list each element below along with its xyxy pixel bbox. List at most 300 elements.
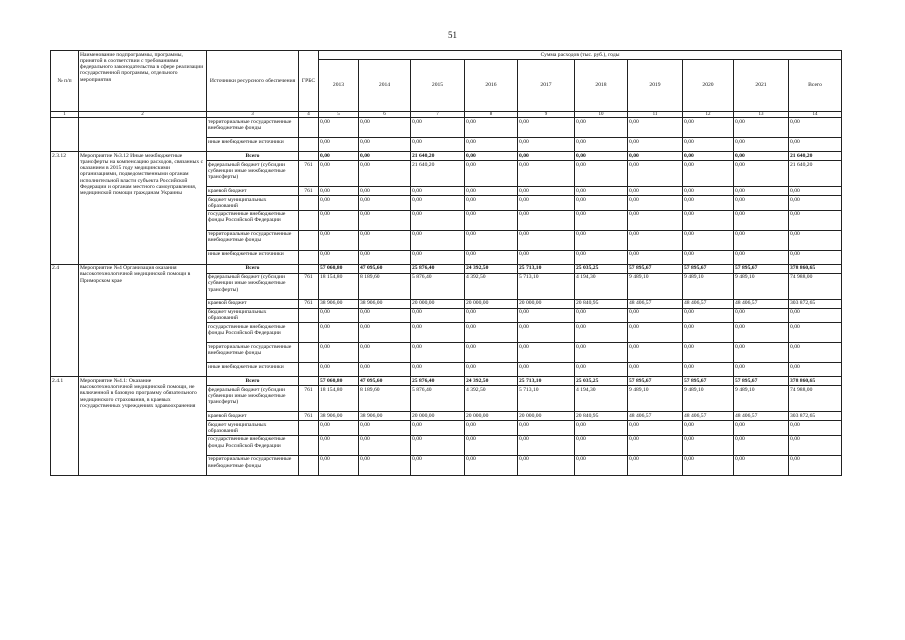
amount-cell: 0,00 bbox=[734, 363, 789, 377]
grbs-code bbox=[299, 323, 319, 343]
amount-cell: 0,00 bbox=[683, 363, 734, 377]
funding-source: территориальные государственные внебюджетные фонды bbox=[207, 230, 299, 250]
amount-cell: 0,00 bbox=[411, 308, 465, 323]
amount-cell: 0,00 bbox=[575, 323, 628, 343]
table-row bbox=[51, 152, 842, 161]
amount-cell: 9 489,10 bbox=[734, 273, 789, 299]
amount-cell: 0,00 bbox=[465, 230, 518, 250]
amount-cell: 38 906,00 bbox=[319, 412, 359, 421]
grbs-code: 761 bbox=[299, 299, 319, 308]
amount-cell: 0,00 bbox=[575, 308, 628, 323]
amount-cell: 0,00 bbox=[575, 118, 628, 138]
amount-cell: 0,00 bbox=[628, 210, 683, 230]
column-number: 2 bbox=[79, 112, 207, 118]
grbs-code bbox=[299, 308, 319, 323]
column-number: 11 bbox=[628, 112, 683, 118]
amount-cell: 0,00 bbox=[319, 363, 359, 377]
amount-cell: 4 392,50 bbox=[465, 386, 518, 412]
amount-cell: 0,00 bbox=[683, 138, 734, 152]
header-name: Наименование подпрограммы, программы, принятой в соответствии с требованиями федерального законодательства в сфере реализации государственной программы, отдельного мероприятия bbox=[79, 51, 207, 112]
amount-cell: 0,00 bbox=[411, 187, 465, 196]
funding-source: иные внебюджетные источники bbox=[207, 363, 299, 377]
amount-cell: 0,00 bbox=[518, 187, 575, 196]
amount-cell: 4 392,50 bbox=[465, 273, 518, 299]
item-number: 2.4 bbox=[51, 264, 79, 377]
amount-cell: 57 895,67 bbox=[734, 377, 789, 386]
grbs-code bbox=[299, 118, 319, 138]
header-year: 2015 bbox=[411, 60, 465, 112]
amount-cell: 21 640,20 bbox=[789, 161, 842, 187]
amount-cell: 0,00 bbox=[319, 250, 359, 264]
amount-cell: 0,00 bbox=[465, 161, 518, 187]
amount-cell: 47 095,60 bbox=[359, 377, 411, 386]
header-year: 2014 bbox=[359, 60, 411, 112]
amount-cell: 378 860,65 bbox=[789, 377, 842, 386]
amount-cell: 0,00 bbox=[628, 435, 683, 455]
amount-cell: 4 194,30 bbox=[575, 386, 628, 412]
amount-cell: 0,00 bbox=[789, 363, 842, 377]
amount-cell: 0,00 bbox=[359, 323, 411, 343]
funding-source: Всего bbox=[207, 264, 299, 273]
funding-source: иные внебюджетные источники bbox=[207, 138, 299, 152]
amount-cell: 0,00 bbox=[518, 308, 575, 323]
amount-cell: 9 489,10 bbox=[683, 273, 734, 299]
amount-cell: 48 406,57 bbox=[683, 299, 734, 308]
table-row bbox=[51, 118, 842, 138]
amount-cell: 0,00 bbox=[359, 196, 411, 211]
amount-cell: 4 194,30 bbox=[575, 273, 628, 299]
amount-cell: 24 392,50 bbox=[465, 264, 518, 273]
table-row bbox=[51, 264, 842, 273]
amount-cell: 25 713,10 bbox=[518, 264, 575, 273]
amount-cell: 8 189,60 bbox=[359, 273, 411, 299]
amount-cell: 303 872,65 bbox=[789, 412, 842, 421]
amount-cell: 0,00 bbox=[359, 343, 411, 363]
grbs-code: 761 bbox=[299, 386, 319, 412]
funding-source: государственные внебюджетные фонды Российской Федерации bbox=[207, 435, 299, 455]
amount-cell: 0,00 bbox=[465, 308, 518, 323]
amount-cell: 0,00 bbox=[628, 363, 683, 377]
amount-cell: 0,00 bbox=[734, 308, 789, 323]
amount-cell: 20 000,00 bbox=[518, 299, 575, 308]
amount-cell: 25 713,10 bbox=[518, 377, 575, 386]
funding-source: Всего bbox=[207, 377, 299, 386]
funding-source: государственные внебюджетные фонды Российской Федерации bbox=[207, 323, 299, 343]
amount-cell: 57 895,67 bbox=[628, 377, 683, 386]
grbs-code bbox=[299, 455, 319, 475]
column-number: 1 bbox=[51, 112, 79, 118]
funding-source: федеральный бюджет (субсидии субвенции иные межбюджетные трансферты) bbox=[207, 273, 299, 299]
amount-cell: 0,00 bbox=[575, 455, 628, 475]
amount-cell: 0,00 bbox=[319, 421, 359, 436]
amount-cell: 9 489,10 bbox=[683, 386, 734, 412]
amount-cell: 0,00 bbox=[359, 435, 411, 455]
amount-cell: 0,00 bbox=[359, 118, 411, 138]
grbs-code: 761 bbox=[299, 273, 319, 299]
funding-source: иные внебюджетные источники bbox=[207, 250, 299, 264]
amount-cell: 0,00 bbox=[411, 435, 465, 455]
amount-cell: 0,00 bbox=[575, 138, 628, 152]
header-year: 2013 bbox=[319, 60, 359, 112]
header-year: 2017 bbox=[518, 60, 575, 112]
amount-cell: 0,00 bbox=[789, 138, 842, 152]
item-number: 2.4.1 bbox=[51, 377, 79, 476]
funding-source: территориальные государственные внебюджетные фонды bbox=[207, 118, 299, 138]
amount-cell: 20 000,00 bbox=[465, 299, 518, 308]
amount-cell: 0,00 bbox=[789, 323, 842, 343]
header-year: 2019 bbox=[628, 60, 683, 112]
amount-cell: 0,00 bbox=[575, 161, 628, 187]
table-row bbox=[51, 377, 842, 386]
amount-cell: 0,00 bbox=[465, 323, 518, 343]
amount-cell: 57 060,80 bbox=[319, 264, 359, 273]
column-number: 6 bbox=[359, 112, 411, 118]
amount-cell: 20 840,95 bbox=[575, 299, 628, 308]
amount-cell: 0,00 bbox=[683, 210, 734, 230]
amount-cell: 0,00 bbox=[789, 421, 842, 436]
amount-cell: 0,00 bbox=[734, 187, 789, 196]
amount-cell: 0,00 bbox=[319, 343, 359, 363]
amount-cell: 0,00 bbox=[683, 343, 734, 363]
header-grbs: ГРБС bbox=[299, 51, 319, 112]
amount-cell: 0,00 bbox=[683, 196, 734, 211]
amount-cell: 0,00 bbox=[628, 161, 683, 187]
amount-cell: 0,00 bbox=[411, 250, 465, 264]
grbs-code: 761 bbox=[299, 161, 319, 187]
grbs-code bbox=[299, 363, 319, 377]
amount-cell: 0,00 bbox=[575, 421, 628, 436]
funding-source: краевой бюджет bbox=[207, 299, 299, 308]
item-description: Мероприятие №4.1: Оказание высокотехнологичной медицинской помощи, не включенной в базовую программу обязательного медицинского страхования, в краевых государственных учреждениях здравоохранения bbox=[79, 377, 207, 476]
amount-cell: 0,00 bbox=[575, 435, 628, 455]
amount-cell: 0,00 bbox=[683, 308, 734, 323]
amount-cell: 0,00 bbox=[683, 435, 734, 455]
amount-cell: 0,00 bbox=[734, 196, 789, 211]
amount-cell: 0,00 bbox=[734, 435, 789, 455]
grbs-code bbox=[299, 138, 319, 152]
funding-source: федеральный бюджет (субсидии субвенции иные межбюджетные трансферты) bbox=[207, 386, 299, 412]
amount-cell: 0,00 bbox=[359, 230, 411, 250]
amount-cell: 0,00 bbox=[734, 161, 789, 187]
funding-source: краевой бюджет bbox=[207, 412, 299, 421]
column-number: 4 bbox=[299, 112, 319, 118]
amount-cell: 21 640,20 bbox=[789, 152, 842, 161]
amount-cell: 0,00 bbox=[465, 421, 518, 436]
amount-cell: 0,00 bbox=[683, 230, 734, 250]
amount-cell: 0,00 bbox=[575, 152, 628, 161]
funding-source: бюджет муниципальных образований bbox=[207, 308, 299, 323]
amount-cell: 38 906,00 bbox=[359, 299, 411, 308]
amount-cell: 0,00 bbox=[465, 138, 518, 152]
amount-cell: 0,00 bbox=[411, 421, 465, 436]
amount-cell: 0,00 bbox=[734, 421, 789, 436]
amount-cell: 0,00 bbox=[683, 323, 734, 343]
amount-cell: 25 876,40 bbox=[411, 377, 465, 386]
amount-cell: 25 035,25 bbox=[575, 377, 628, 386]
amount-cell: 0,00 bbox=[575, 196, 628, 211]
amount-cell: 0,00 bbox=[628, 118, 683, 138]
amount-cell: 0,00 bbox=[518, 421, 575, 436]
amount-cell: 0,00 bbox=[465, 455, 518, 475]
column-number: 13 bbox=[734, 112, 789, 118]
amount-cell: 0,00 bbox=[789, 196, 842, 211]
amount-cell: 0,00 bbox=[518, 435, 575, 455]
amount-cell: 0,00 bbox=[465, 435, 518, 455]
amount-cell: 57 895,67 bbox=[683, 377, 734, 386]
amount-cell: 0,00 bbox=[319, 161, 359, 187]
amount-cell: 0,00 bbox=[465, 196, 518, 211]
amount-cell: 378 860,65 bbox=[789, 264, 842, 273]
amount-cell: 0,00 bbox=[518, 118, 575, 138]
amount-cell: 0,00 bbox=[518, 196, 575, 211]
amount-cell: 20 840,95 bbox=[575, 412, 628, 421]
amount-cell: 0,00 bbox=[628, 230, 683, 250]
amount-cell: 74 988,00 bbox=[789, 386, 842, 412]
item-description: Мероприятие №4 Организация оказания высокотехнологичной медицинской помощи в Приморском крае bbox=[79, 264, 207, 377]
amount-cell: 0,00 bbox=[518, 323, 575, 343]
amount-cell: 0,00 bbox=[575, 187, 628, 196]
budget-table bbox=[50, 50, 842, 476]
amount-cell: 0,00 bbox=[575, 230, 628, 250]
amount-cell: 38 906,00 bbox=[319, 299, 359, 308]
amount-cell: 8 189,60 bbox=[359, 386, 411, 412]
amount-cell: 0,00 bbox=[319, 308, 359, 323]
amount-cell: 0,00 bbox=[465, 250, 518, 264]
amount-cell: 0,00 bbox=[465, 363, 518, 377]
amount-cell: 0,00 bbox=[411, 455, 465, 475]
amount-cell: 0,00 bbox=[359, 138, 411, 152]
amount-cell: 0,00 bbox=[518, 161, 575, 187]
amount-cell: 0,00 bbox=[628, 323, 683, 343]
amount-cell: 0,00 bbox=[359, 250, 411, 264]
grbs-code bbox=[299, 377, 319, 386]
amount-cell: 0,00 bbox=[628, 138, 683, 152]
grbs-code: 761 bbox=[299, 187, 319, 196]
grbs-code bbox=[299, 210, 319, 230]
column-number: 9 bbox=[518, 112, 575, 118]
amount-cell: 0,00 bbox=[359, 455, 411, 475]
amount-cell: 48 406,57 bbox=[683, 412, 734, 421]
amount-cell: 0,00 bbox=[575, 210, 628, 230]
amount-cell: 0,00 bbox=[319, 138, 359, 152]
header-source: Источники ресурсного обеспечения bbox=[207, 51, 299, 112]
grbs-code bbox=[299, 196, 319, 211]
amount-cell: 0,00 bbox=[789, 308, 842, 323]
amount-cell: 0,00 bbox=[575, 343, 628, 363]
amount-cell: 25 035,25 bbox=[575, 264, 628, 273]
amount-cell: 0,00 bbox=[789, 343, 842, 363]
amount-cell: 9 489,10 bbox=[628, 273, 683, 299]
amount-cell: 0,00 bbox=[734, 455, 789, 475]
amount-cell: 57 895,67 bbox=[683, 264, 734, 273]
amount-cell: 0,00 bbox=[518, 230, 575, 250]
amount-cell: 20 000,00 bbox=[411, 412, 465, 421]
amount-cell: 9 489,10 bbox=[628, 386, 683, 412]
column-number: 7 bbox=[411, 112, 465, 118]
column-number: 12 bbox=[683, 112, 734, 118]
funding-source: федеральный бюджет (субсидии субвенции иные межбюджетные трансферты) bbox=[207, 161, 299, 187]
funding-source: бюджет муниципальных образований bbox=[207, 421, 299, 436]
amount-cell: 0,00 bbox=[465, 210, 518, 230]
column-number: 8 bbox=[465, 112, 518, 118]
amount-cell: 0,00 bbox=[734, 250, 789, 264]
amount-cell: 0,00 bbox=[683, 152, 734, 161]
column-number: 10 bbox=[575, 112, 628, 118]
amount-cell: 18 154,80 bbox=[319, 386, 359, 412]
amount-cell: 0,00 bbox=[359, 161, 411, 187]
amount-cell: 0,00 bbox=[359, 210, 411, 230]
amount-cell: 0,00 bbox=[683, 421, 734, 436]
amount-cell: 9 489,10 bbox=[734, 386, 789, 412]
column-number: 5 bbox=[319, 112, 359, 118]
grbs-code bbox=[299, 152, 319, 161]
amount-cell: 24 392,50 bbox=[465, 377, 518, 386]
amount-cell: 0,00 bbox=[789, 187, 842, 196]
amount-cell: 0,00 bbox=[319, 435, 359, 455]
grbs-code bbox=[299, 421, 319, 436]
amount-cell: 0,00 bbox=[789, 118, 842, 138]
amount-cell: 0,00 bbox=[411, 210, 465, 230]
amount-cell: 57 895,67 bbox=[628, 264, 683, 273]
amount-cell: 0,00 bbox=[319, 187, 359, 196]
amount-cell: 47 095,60 bbox=[359, 264, 411, 273]
amount-cell: 0,00 bbox=[465, 343, 518, 363]
amount-cell: 0,00 bbox=[789, 210, 842, 230]
header-sum: Сумма расходов (тыс. руб.), годы bbox=[319, 51, 842, 60]
amount-cell: 57 895,67 bbox=[734, 264, 789, 273]
amount-cell: 0,00 bbox=[518, 343, 575, 363]
amount-cell: 0,00 bbox=[411, 363, 465, 377]
amount-cell: 0,00 bbox=[319, 210, 359, 230]
amount-cell: 0,00 bbox=[411, 118, 465, 138]
amount-cell: 0,00 bbox=[319, 323, 359, 343]
amount-cell: 21 640,20 bbox=[411, 161, 465, 187]
grbs-code bbox=[299, 343, 319, 363]
amount-cell: 0,00 bbox=[683, 161, 734, 187]
funding-source: краевой бюджет bbox=[207, 187, 299, 196]
amount-cell: 0,00 bbox=[734, 118, 789, 138]
amount-cell: 74 988,00 bbox=[789, 273, 842, 299]
amount-cell: 48 406,57 bbox=[734, 299, 789, 308]
amount-cell: 0,00 bbox=[319, 455, 359, 475]
amount-cell: 0,00 bbox=[628, 187, 683, 196]
amount-cell: 57 060,80 bbox=[319, 377, 359, 386]
amount-cell: 0,00 bbox=[789, 250, 842, 264]
item-description: Мероприятие №3.12 Иные межбюджетные трансферты на компенсацию расходов, связанных с оказанием в 2015 году медицинскими организациями, подведомственными органам исполнительной власти субъекта Российской Федерации и органам местного самоуправления, медицинской помощи гражданам Украины bbox=[79, 152, 207, 265]
funding-source: Всего bbox=[207, 152, 299, 161]
amount-cell: 0,00 bbox=[734, 152, 789, 161]
amount-cell: 5 876,40 bbox=[411, 273, 465, 299]
amount-cell: 0,00 bbox=[518, 250, 575, 264]
amount-cell: 0,00 bbox=[789, 435, 842, 455]
amount-cell: 0,00 bbox=[411, 323, 465, 343]
amount-cell: 0,00 bbox=[628, 152, 683, 161]
grbs-code bbox=[299, 264, 319, 273]
amount-cell: 0,00 bbox=[411, 343, 465, 363]
header-year: 2020 bbox=[683, 60, 734, 112]
item-number bbox=[51, 118, 79, 152]
amount-cell: 0,00 bbox=[683, 118, 734, 138]
amount-cell: 0,00 bbox=[518, 210, 575, 230]
grbs-code bbox=[299, 435, 319, 455]
amount-cell: 5 876,40 bbox=[411, 386, 465, 412]
amount-cell: 0,00 bbox=[465, 118, 518, 138]
amount-cell: 0,00 bbox=[683, 455, 734, 475]
funding-source: бюджет муниципальных образований bbox=[207, 196, 299, 211]
amount-cell: 0,00 bbox=[319, 230, 359, 250]
amount-cell: 0,00 bbox=[628, 196, 683, 211]
amount-cell: 0,00 bbox=[319, 118, 359, 138]
amount-cell: 38 906,00 bbox=[359, 412, 411, 421]
header-year: 2016 bbox=[465, 60, 518, 112]
amount-cell: 0,00 bbox=[789, 455, 842, 475]
funding-source: государственные внебюджетные фонды Российской Федерации bbox=[207, 210, 299, 230]
amount-cell: 0,00 bbox=[575, 250, 628, 264]
amount-cell: 0,00 bbox=[628, 250, 683, 264]
column-number: 3 bbox=[207, 112, 299, 118]
amount-cell: 20 000,00 bbox=[518, 412, 575, 421]
amount-cell: 0,00 bbox=[359, 152, 411, 161]
amount-cell: 0,00 bbox=[628, 455, 683, 475]
amount-cell: 0,00 bbox=[319, 152, 359, 161]
amount-cell: 0,00 bbox=[319, 196, 359, 211]
amount-cell: 0,00 bbox=[518, 152, 575, 161]
grbs-code bbox=[299, 250, 319, 264]
amount-cell: 18 154,80 bbox=[319, 273, 359, 299]
page-number: 51 bbox=[448, 30, 457, 40]
amount-cell: 0,00 bbox=[518, 363, 575, 377]
amount-cell: 0,00 bbox=[518, 455, 575, 475]
amount-cell: 0,00 bbox=[359, 421, 411, 436]
item-number: 2.3.12 bbox=[51, 152, 79, 265]
amount-cell: 5 713,10 bbox=[518, 386, 575, 412]
amount-cell: 0,00 bbox=[683, 250, 734, 264]
header-num: № п/п bbox=[51, 51, 79, 112]
funding-source: территориальные государственные внебюджетные фонды bbox=[207, 343, 299, 363]
amount-cell: 0,00 bbox=[359, 363, 411, 377]
amount-cell: 48 406,57 bbox=[734, 412, 789, 421]
amount-cell: 0,00 bbox=[575, 363, 628, 377]
amount-cell: 0,00 bbox=[465, 152, 518, 161]
amount-cell: 0,00 bbox=[359, 308, 411, 323]
amount-cell: 20 000,00 bbox=[411, 299, 465, 308]
header-year: 2021 bbox=[734, 60, 789, 112]
item-description bbox=[79, 118, 207, 152]
amount-cell: 20 000,00 bbox=[465, 412, 518, 421]
amount-cell: 0,00 bbox=[734, 210, 789, 230]
amount-cell: 0,00 bbox=[518, 138, 575, 152]
amount-cell: 0,00 bbox=[411, 138, 465, 152]
grbs-code: 761 bbox=[299, 412, 319, 421]
amount-cell: 0,00 bbox=[734, 323, 789, 343]
amount-cell: 0,00 bbox=[628, 421, 683, 436]
amount-cell: 48 406,57 bbox=[628, 299, 683, 308]
amount-cell: 303 872,65 bbox=[789, 299, 842, 308]
amount-cell: 0,00 bbox=[789, 230, 842, 250]
header-year: 2018 bbox=[575, 60, 628, 112]
table-body bbox=[51, 112, 842, 476]
amount-cell: 0,00 bbox=[411, 196, 465, 211]
amount-cell: 0,00 bbox=[465, 187, 518, 196]
amount-cell: 0,00 bbox=[411, 230, 465, 250]
header-year: Всего bbox=[789, 60, 842, 112]
amount-cell: 25 876,40 bbox=[411, 264, 465, 273]
grbs-code bbox=[299, 230, 319, 250]
amount-cell: 0,00 bbox=[683, 187, 734, 196]
amount-cell: 0,00 bbox=[734, 343, 789, 363]
amount-cell: 0,00 bbox=[628, 308, 683, 323]
amount-cell: 0,00 bbox=[734, 138, 789, 152]
